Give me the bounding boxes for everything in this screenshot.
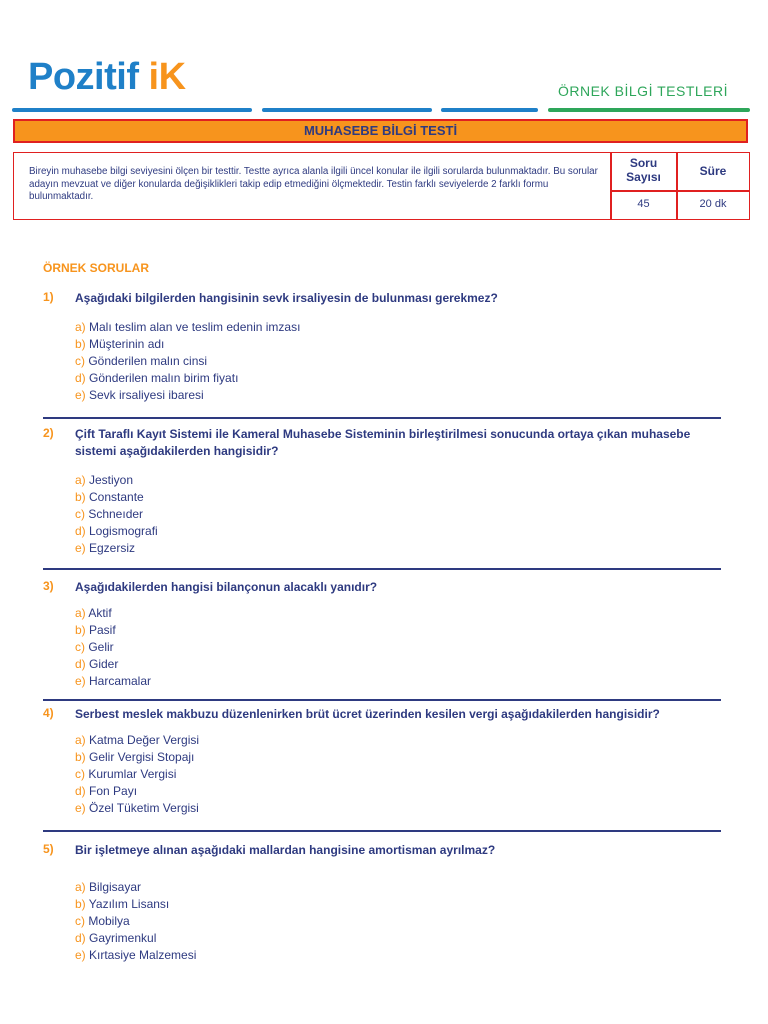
header-rule (441, 108, 538, 112)
answer-option (75, 800, 199, 817)
answer-option (75, 766, 176, 783)
answer-option (75, 540, 135, 557)
duration-header: Süre (699, 164, 727, 178)
answer-option (75, 947, 196, 964)
option-text: Egzersiz (85, 541, 136, 555)
question-separator (43, 417, 721, 419)
question-stem: Bir işletmeye alınan aşağıdaki mallardan hangisine amortisman ayrılmaz? (75, 843, 496, 857)
option-text: Gider (85, 657, 119, 671)
option-letter: b) (75, 750, 86, 764)
answer-option (75, 913, 130, 930)
option-text: Sevk irsaliyesi ibaresi (85, 388, 204, 402)
test-info-table (13, 152, 750, 220)
option-letter: a) (75, 880, 86, 894)
answer-option (75, 930, 156, 947)
answer-option (75, 523, 158, 540)
answer-option (75, 732, 199, 749)
question-count-header-line2: Sayısı (626, 170, 661, 184)
question-count-value: 45 (637, 198, 650, 210)
option-text: Logismografi (85, 524, 158, 538)
option-letter: d) (75, 371, 86, 385)
answer-option (75, 472, 133, 489)
option-letter: e) (75, 541, 86, 555)
question-separator (43, 699, 721, 701)
option-text: Aktif (85, 606, 112, 620)
option-letter: d) (75, 931, 86, 945)
logo-accent: iK (148, 56, 186, 98)
option-letter: e) (75, 948, 86, 962)
header-rule (548, 108, 750, 112)
option-letter: c) (75, 507, 85, 521)
option-text: Özel Tüketim Vergisi (85, 801, 199, 815)
option-letter: e) (75, 801, 86, 815)
question-number: 2) (43, 426, 54, 440)
option-text: Fon Payı (85, 784, 138, 798)
question-number: 4) (43, 706, 54, 720)
option-text: Harcamalar (85, 674, 152, 688)
option-letter: b) (75, 897, 86, 911)
question-stem: Çift Taraflı Kayıt Sistemi ile Kameral Muhasebe Sisteminin birleştirilmesi sonucunda ortaya çıkan muhasebe sistemi aşağıdakilerden hangisidir? (75, 427, 691, 458)
option-text: Gayrimenkul (85, 931, 157, 945)
table-divider (610, 190, 749, 192)
question-separator (43, 830, 721, 832)
option-text: Yazılım Lisansı (85, 897, 170, 911)
logo (28, 56, 186, 99)
duration-value: 20 dk (699, 198, 727, 210)
answer-option (75, 673, 151, 690)
answer-option (75, 605, 112, 622)
answer-option (75, 656, 118, 673)
option-letter: e) (75, 674, 86, 688)
answer-option (75, 749, 194, 766)
option-letter: a) (75, 320, 86, 334)
answer-option (75, 489, 144, 506)
option-text: Müşterinin adı (85, 337, 165, 351)
answer-option (75, 896, 169, 913)
question-stem: Serbest meslek makbuzu düzenlenirken brüt ücret üzerinden kesilen vergi aşağıdakilerden hangisidir? (75, 707, 660, 721)
question-separator (43, 568, 721, 570)
question-stem: Aşağıdakilerden hangisi bilançonun alacaklı yanıdır? (75, 580, 378, 594)
answer-option (75, 370, 238, 387)
option-text: Kurumlar Vergisi (85, 767, 177, 781)
option-letter: c) (75, 914, 85, 928)
option-text: Jestiyon (85, 473, 134, 487)
option-text: Kırtasiye Malzemesi (85, 948, 197, 962)
answer-option (75, 622, 116, 639)
option-letter: b) (75, 623, 86, 637)
option-text: Katma Değer Vergisi (85, 733, 200, 747)
question-number: 5) (43, 842, 54, 856)
option-text: Constante (85, 490, 144, 504)
section-title: ÖRNEK SORULAR (43, 261, 150, 275)
option-text: Bilgisayar (85, 880, 142, 894)
option-text: Gelir (85, 640, 114, 654)
answer-option (75, 879, 141, 896)
answer-option (75, 639, 114, 656)
question-count-header (611, 156, 676, 184)
option-text: Pasif (85, 623, 116, 637)
option-text: Schneıder (85, 507, 144, 521)
answer-option (75, 336, 164, 353)
option-text: Gönderilen malın birim fiyatı (85, 371, 239, 385)
option-letter: d) (75, 657, 86, 671)
test-description: Bireyin muhasebe bilgi seviyesini ölçen bir testtir. Testte ayrıca alanla ilgili üncel konular ile ilgili sorularda bulunmaktadır. Bu sorular adayın mevzuat ve diğer konularda değişiklikleri takip edip etmediğini ölçmektedir. Testin farklı seviyelerde 2 farklı formu bulunmaktadır. (29, 166, 598, 202)
option-letter: a) (75, 473, 86, 487)
option-letter: a) (75, 733, 86, 747)
header-tag: ÖRNEK BİLGİ TESTLERİ (557, 83, 728, 99)
option-letter: b) (75, 337, 86, 351)
question-number: 3) (43, 579, 54, 593)
option-letter: b) (75, 490, 86, 504)
option-letter: c) (75, 767, 85, 781)
option-letter: c) (75, 640, 85, 654)
answer-option (75, 387, 204, 404)
test-title: MUHASEBE BİLGİ TESTİ (13, 119, 748, 143)
answer-option (75, 319, 300, 336)
header-rule (12, 108, 252, 112)
answer-option (75, 783, 137, 800)
option-text: Mobilya (85, 914, 130, 928)
option-letter: e) (75, 388, 86, 402)
logo-main: Pozitif (28, 56, 149, 98)
answer-option (75, 353, 207, 370)
question-stem: Aşağıdaki bilgilerden hangisinin sevk irsaliyesin de bulunması gerekmez? (75, 291, 498, 305)
option-letter: c) (75, 354, 85, 368)
option-letter: d) (75, 784, 86, 798)
option-text: Gelir Vergisi Stopajı (85, 750, 195, 764)
option-text: Gönderilen malın cinsi (85, 354, 208, 368)
option-letter: d) (75, 524, 86, 538)
answer-option (75, 506, 143, 523)
option-letter: a) (75, 606, 86, 620)
question-number: 1) (43, 290, 54, 304)
question-count-header-line1: Soru (629, 156, 658, 170)
option-text: Malı teslim alan ve teslim edenin imzası (85, 320, 301, 334)
header-rule (262, 108, 432, 112)
